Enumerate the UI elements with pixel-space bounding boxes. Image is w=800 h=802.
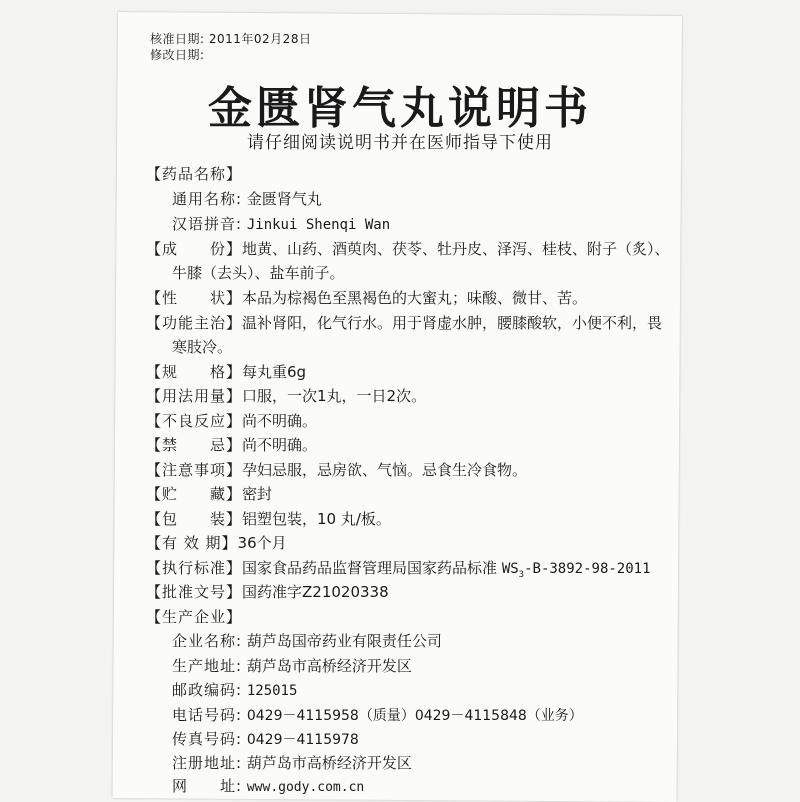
common-name-row: [172, 188, 322, 209]
spec-label: 【规 格】: [146, 363, 243, 381]
adverse-label: 【不良反应】: [146, 412, 243, 430]
usage-label: 【用法用量】: [146, 387, 243, 405]
adverse-row: [146, 410, 317, 431]
revise-date-row: [150, 46, 205, 63]
phone-label: 电话号码:: [172, 706, 243, 724]
common-name-label: 通用名称:: [172, 190, 243, 208]
pinyin-value: Jinkui Shenqi Wan: [246, 217, 391, 233]
common-name-value: 金匮肾气丸: [246, 190, 322, 208]
fax-value: 0429－4115978: [246, 732, 359, 748]
standard-code: $WS_3-B-3892-98-2011$: [501, 561, 651, 580]
address-label: 生产地址:: [172, 657, 243, 675]
approve-date-label: 核准日期:: [150, 32, 205, 46]
contra-value: 尚不明确。: [242, 436, 318, 454]
usage-value: 口服，一次1丸，一日2次。: [242, 387, 427, 405]
package-value: 铝塑包装，10 丸/板。: [242, 510, 391, 528]
character-label: 【性 状】: [146, 289, 243, 307]
document-title: 金匮肾气丸说明书: [208, 83, 592, 134]
approve-date-value: 2011年02月28日: [208, 32, 312, 46]
website-value: www.gody.com.cn: [246, 780, 365, 795]
drug-name-header: 【药品名称】: [146, 165, 243, 183]
function-continued: 寒肢冷。: [172, 338, 233, 356]
standard-row: [146, 557, 651, 580]
composition-row: [146, 238, 670, 259]
reg-address-value: 葫芦岛市高桥经济开发区: [246, 754, 412, 772]
character-value: 本品为棕褐色至黑褐色的大蜜丸；味酸、微甘、苦。: [242, 289, 588, 307]
storage-value: 密封: [242, 485, 273, 503]
spec-row: [146, 361, 306, 382]
website-row: [172, 775, 364, 796]
storage-row: [146, 483, 272, 504]
validity-label: 【有 效 期】: [146, 534, 238, 552]
approval-value: 国药准字Z21020338: [242, 583, 389, 601]
standard-value: 国家食品药品监督管理局国家药品标准: [242, 559, 498, 577]
spec-value: 每丸重6g: [242, 363, 307, 381]
contra-label: 【禁 忌】: [146, 436, 243, 454]
validity-row: [146, 532, 287, 553]
storage-label: 【贮 藏】: [146, 485, 243, 503]
approval-row: [146, 581, 389, 602]
caution-row: [146, 459, 527, 480]
fax-label: 传真号码:: [172, 730, 243, 748]
maker-header: 【生产企业】: [146, 608, 243, 626]
website-label: 网 址:: [172, 777, 243, 795]
company-value: 葫芦岛国帝药业有限责任公司: [246, 632, 442, 650]
character-row: [146, 287, 587, 308]
phone-value: 0429－4115958（质量）0429－4115848（业务）: [246, 708, 583, 724]
reg-address-label: 注册地址:: [172, 754, 243, 772]
phone-row: [172, 704, 583, 725]
standard-label: 【执行标准】: [146, 559, 243, 577]
function-value: 温补肾阳，化气行水。用于肾虚水肿，腰膝酸软，小便不利，畏: [242, 314, 663, 332]
fax-row: [172, 728, 359, 749]
document-subtitle: 请仔细阅读说明书并在医师指导下使用: [247, 133, 553, 153]
package-label: 【包 装】: [146, 510, 243, 528]
address-value: 葫芦岛市高桥经济开发区: [246, 657, 412, 675]
company-label: 企业名称:: [172, 632, 243, 650]
package-row: [146, 508, 391, 529]
pinyin-label: 汉语拼音:: [172, 215, 243, 233]
address-row: [172, 655, 412, 676]
validity-value: 36个月: [237, 534, 287, 552]
postcode-row: [172, 679, 297, 700]
usage-row: [146, 385, 426, 406]
function-label: 【功能主治】: [146, 314, 243, 332]
approval-label: 【批准文号】: [146, 583, 243, 601]
function-row: [146, 312, 662, 333]
company-row: [172, 630, 442, 651]
revise-date-label: 修改日期:: [150, 48, 205, 62]
contra-row: [146, 434, 317, 455]
approve-date-row: [150, 30, 311, 47]
composition-continued: 牛膝（去头）、盐车前子。: [172, 264, 345, 282]
pinyin-row: [172, 213, 390, 234]
postcode-value: 125015: [246, 683, 298, 699]
caution-label: 【注意事项】: [146, 461, 243, 479]
postcode-label: 邮政编码:: [172, 681, 243, 699]
composition-value: 地黄、山药、酒萸肉、茯苓、牡丹皮、泽泻、桂枝、附子（炙）、: [242, 240, 670, 258]
composition-label: 【成 份】: [146, 240, 243, 258]
adverse-value: 尚不明确。: [242, 412, 318, 430]
caution-value: 孕妇忌服，忌房欲、气恼。忌食生冷食物。: [242, 461, 528, 479]
reg-address-row: [172, 752, 412, 773]
